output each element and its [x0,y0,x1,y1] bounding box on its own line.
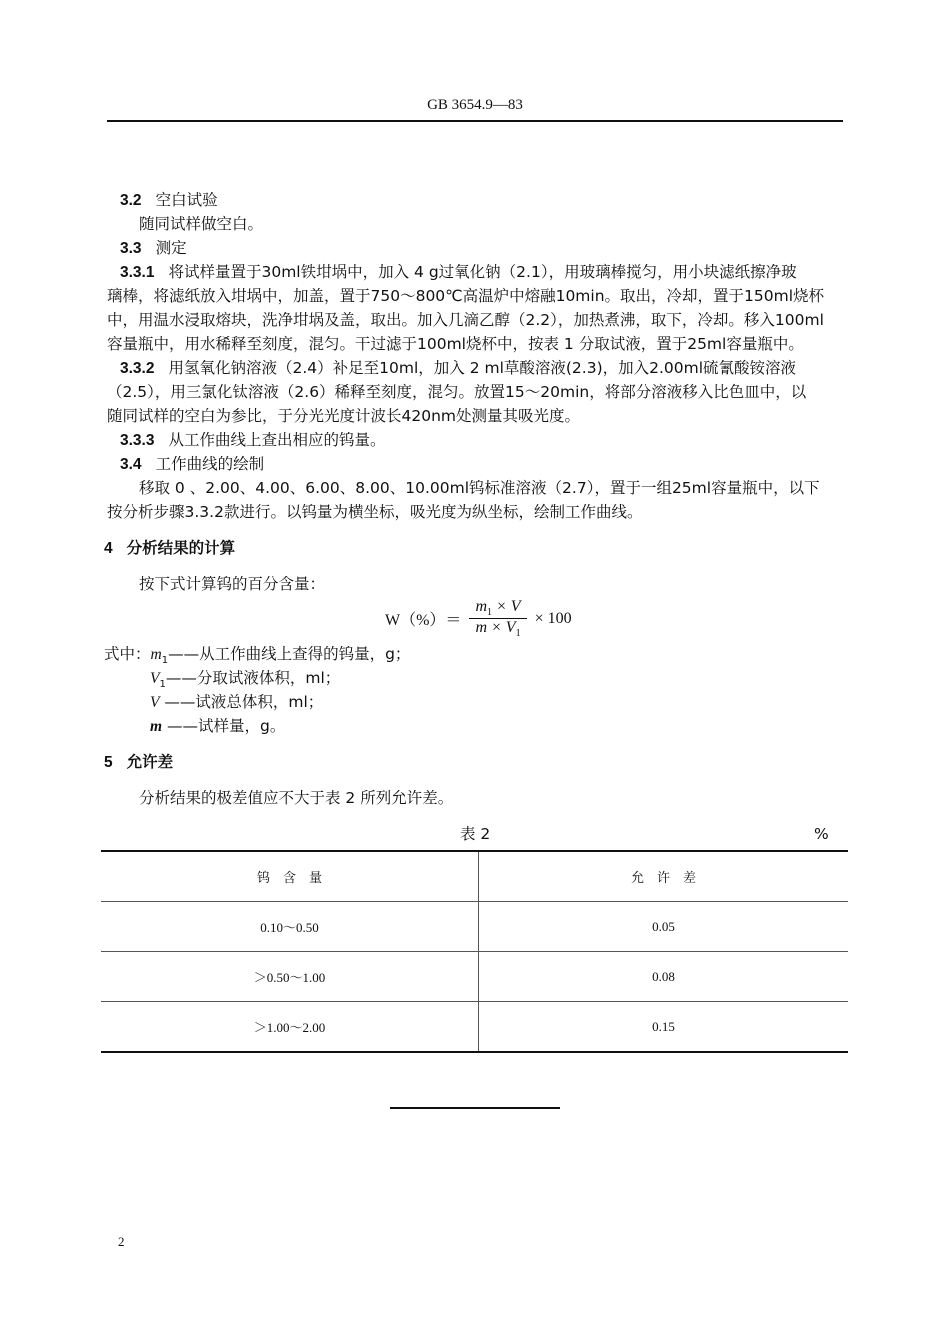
paragraph-line: （2.5），用三氯化钛溶液（2.6）稀释至刻度，混匀。放置15～20min，将部分溶液移入比色皿中，以 [107,383,807,401]
standard-code: GB 3654.9—83 [427,97,523,113]
formula [385,598,572,639]
formula-intro: 按下式计算钨的百分含量： [139,575,326,593]
heading-3-3: 3.3 测定 [120,239,187,257]
variable-def: m ——试样量，g。 [150,717,286,735]
formula-tail: × 100 [534,609,572,627]
variable-def: V ——试液总体积，ml； [150,693,324,711]
cell: ＞0.50～1.00 [101,952,479,1002]
variable-def: 式中：$m_1——$从工作曲线上查得的钨量，g； [104,645,411,667]
heading-3-4: 3.4 工作曲线的绘制 [120,455,265,473]
heading-5: 5 允许差 [104,753,174,771]
paragraph-line: 璃棒，将滤纸放入坩埚中，加盖，置于750～800℃高温炉中熔融10min。取出，冷却，置于150ml烧杯 [107,287,825,305]
variable-def: $V_1——$分取试液体积，ml； [150,669,341,691]
cell: 0.10～0.50 [101,902,479,952]
cell: 0.15 [479,1002,849,1053]
paragraph-line: 中，用温水浸取熔块，洗净坩埚及盖，取出。加入几滴乙醇（2.2），加热煮沸，取下，冷却。移入100ml [107,311,824,329]
paragraph-line: 容量瓶中，用水稀释至刻度，混匀。干过滤于100ml烧杯中，按表 1 分取试液，置于25ml容量瓶中。 [107,335,804,353]
cell: 0.08 [479,952,849,1002]
fraction: $\frac{m_1 \times V}{m \times V_1}$ [469,598,526,639]
paragraph: 分析结果的极差值应不大于表 2 所列允许差。 [139,789,454,807]
heading-3-2: 3.2 空白试验 [120,191,218,209]
paragraph-3-3-1: 3.3.1 将试样量置于30ml铁坩埚中，加入 4 g过氧化钠（2.1），用玻璃棒搅匀，用小块滤纸擦净玻 [120,263,797,281]
page-number: 2 [118,1234,125,1249]
paragraph-line: 按分析步骤3.3.2款进行。以钨量为横坐标，吸光度为纵坐标，绘制工作曲线。 [107,503,643,521]
cell: 0.05 [479,902,849,952]
paragraph-line: 随同试样的空白为参比，于分光光度计波长420nm处测量其吸光度。 [107,407,581,425]
table-row [101,1002,848,1053]
header-rule [107,120,843,122]
table-header-row [101,851,848,902]
end-rule [390,1107,560,1109]
paragraph: 随同试样做空白。 [139,215,264,233]
paragraph-3-3-2: 3.3.2 用氢氧化钠溶液（2.4）补足至10ml，加入 2 ml草酸溶液(2.3)，加入2.00ml硫氰酸铵溶液 [120,359,797,377]
table-row [101,902,848,952]
paragraph-line: 移取 0 、2.00、4.00、6.00、8.00、10.00ml钨标准溶液（2.7），置于一组25ml容量瓶中，以下 [139,479,820,497]
header-cell: 允 许 差 [479,851,849,902]
heading-3-3-3: 3.3.3 从工作曲线上查出相应的钨量。 [120,431,386,449]
table-unit: % [814,825,829,843]
header-cell: 钨 含 量 [101,851,479,902]
formula-lhs: W（%）＝ [385,612,462,630]
table-caption: 表 2 [460,825,491,843]
tolerance-table [101,850,848,1053]
cell: ＞1.00～2.00 [101,1002,479,1053]
heading-4: 4 分析结果的计算 [104,539,236,557]
table-row [101,952,848,1002]
